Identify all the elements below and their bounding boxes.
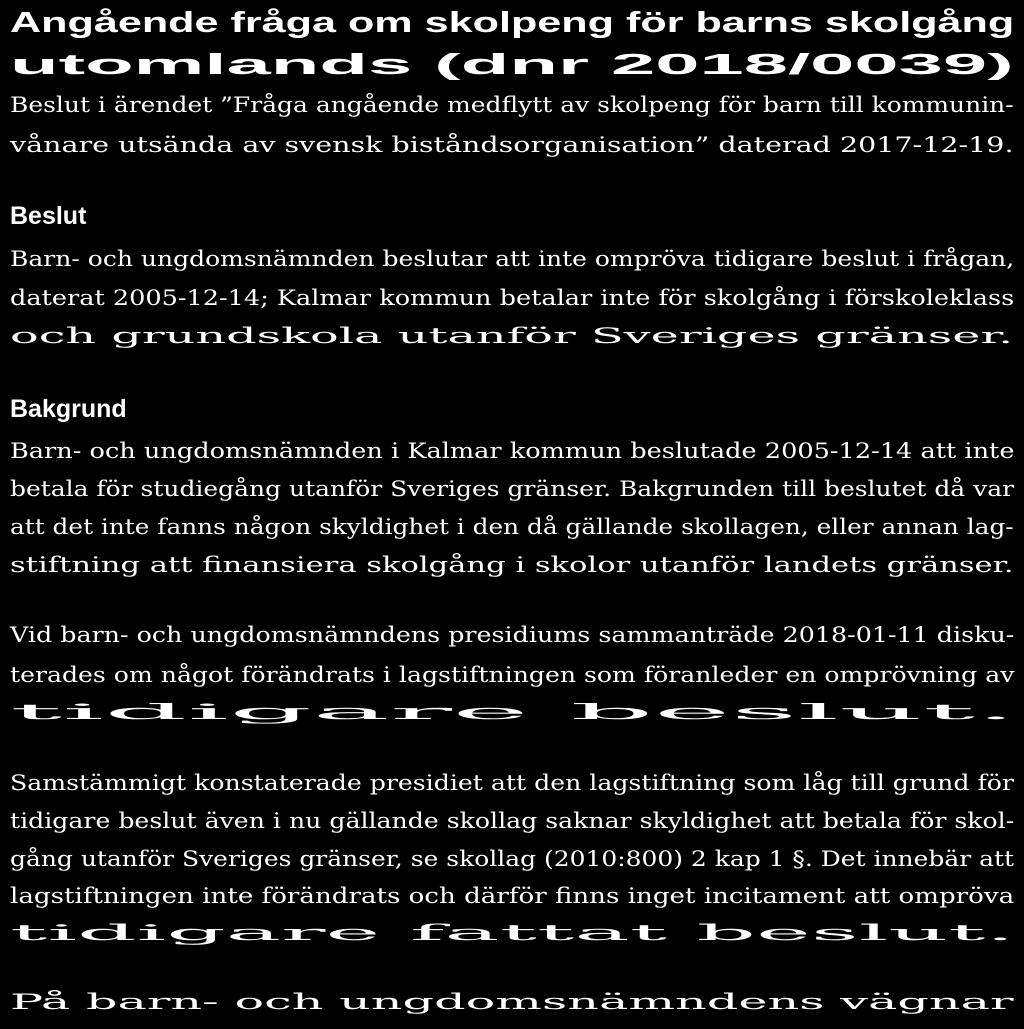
- paragraph-line: Barn- och ungdomsnämnden i Kalmar kommun beslutade 2005-12-14 att inte: [10, 439, 1015, 463]
- paragraph-line: daterat 2005-12-14; Kalmar kommun betalar inte för skolgång i förskoleklass: [10, 286, 1015, 310]
- paragraph-line: Beslut i ärendet ”Fråga angående medflytt av skolpeng för barn till kommunin-: [10, 93, 1014, 117]
- paragraph-line: Barn- och ungdomsnämnden beslutar att inte ompröva tidigare beslut i frågan,: [10, 247, 1015, 271]
- paragraph-line: tidigare beslut även i nu gällande skollag saknar skyldighet att betala för skol-: [10, 809, 1015, 833]
- title-line: utomlands (dnr 2018/0039): [10, 49, 1014, 81]
- paragraph-line: stiftning att finansiera skolgång i skolor utanför landets gränser.: [10, 553, 1014, 577]
- paragraph-line: vånare utsända av svensk biståndsorganisation” daterad 2017-12-19.: [10, 133, 1014, 157]
- signature-line: På barn- och ungdomsnämndens vägnar: [10, 990, 1014, 1014]
- paragraph-line: lagstiftningen inte förändrats och därför finns inget incitament att ompröva: [10, 884, 1015, 908]
- section-heading: Bakgrund: [10, 395, 127, 423]
- paragraph-line: att det inte fanns någon skyldighet i den då gällande skollagen, eller annan lag-: [10, 515, 1014, 539]
- paragraph-line: och grundskola utanför Sveriges gränser.: [10, 324, 1014, 348]
- title-line: Angående fråga om skolpeng för barns skolgång: [10, 7, 1015, 39]
- paragraph-line: terades om något förändrats i lagstiftningen som föranleder en omprövning av: [10, 663, 1015, 687]
- paragraph-line: tidigare fattat beslut.: [10, 921, 1016, 945]
- paragraph-line: betala för studiegång utanför Sveriges gränser. Bakgrunden till beslutet då var: [10, 477, 1015, 501]
- paragraph-line: Vid barn- och ungdomsnämndens presidiums sammanträde 2018-01-11 disku-: [10, 623, 1015, 647]
- paragraph-line: gång utanför Sveriges gränser, se skollag (2010:800) 2 kap 1 §. Det innebär att: [10, 847, 1015, 871]
- paragraph-line: Samstämmigt konstaterade presidiet att den lagstiftning som låg till grund för: [10, 771, 1014, 795]
- section-heading: Beslut: [10, 202, 87, 230]
- paragraph-line: tidigare beslut.: [10, 700, 1017, 724]
